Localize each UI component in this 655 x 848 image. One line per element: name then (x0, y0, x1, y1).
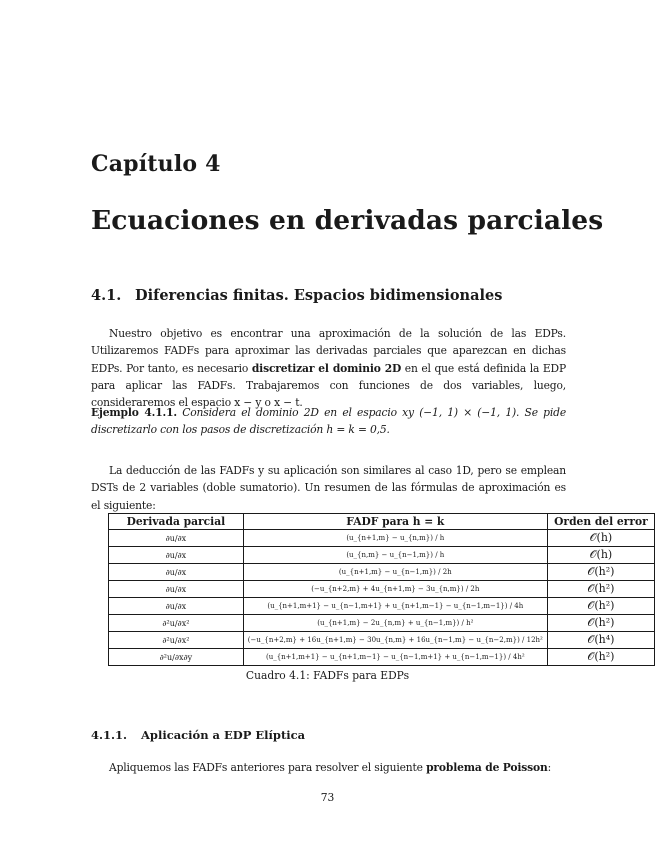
page-number: 73 (320, 791, 335, 804)
summary-paragraph: La deducción de las FADFs y su aplicación son similares al caso 1D, pero se emplean DSTs de 2 variables (doble sumatorio). Un resumen de las fórmulas de aproximación es el siguiente: (91, 464, 566, 512)
order-cell: 𝒪(h²) (547, 649, 654, 666)
example-block (91, 404, 566, 439)
header-derivative: Derivada parcial (109, 514, 244, 530)
intro-text-a: Nuestro objetivo es encontrar una aproximación de la solución de las EDPs. Utilizaremos FADFs para aproximar las derivadas parciales que aparezcan en dichas EDPs. Por tanto, es necesario (91, 327, 566, 375)
derivative-cell: ∂²u/∂x² (109, 615, 244, 632)
order-cell: 𝒪(h) (547, 530, 654, 547)
formula-cell: (u_{n+1,m} − u_{n,m}) / h (243, 530, 547, 547)
table-row (109, 598, 655, 615)
order-cell: 𝒪(h⁴) (547, 632, 654, 649)
order-cell: 𝒪(h²) (547, 581, 654, 598)
poisson-text-a: Apliquemos las FADFs anteriores para resolver el siguiente (109, 761, 427, 774)
formula-cell: (u_{n,m} − u_{n−1,m}) / h (243, 547, 547, 564)
intro-bold: discretizar el dominio 2D (251, 361, 402, 375)
section-number: 4.1. (91, 287, 122, 304)
subsection-heading (91, 728, 305, 742)
derivative-cell: ∂u/∂x (109, 581, 244, 598)
derivative-cell: ∂²u/∂x² (109, 632, 244, 649)
fadf-table (108, 513, 655, 666)
formula-cell: (−u_{n+2,m} + 16u_{n+1,m} − 30u_{n,m} + 16u_{n−1,m} − u_{n−2,m}) / 12h² (243, 632, 547, 649)
subsection-number: 4.1.1. (91, 728, 128, 742)
formula-cell: (u_{n+1,m} − 2u_{n,m} + u_{n−1,m}) / h² (243, 615, 547, 632)
order-cell: 𝒪(h²) (547, 598, 654, 615)
section-title: Diferencias finitas. Espacios bidimensionales (135, 287, 503, 304)
derivative-cell: ∂u/∂x (109, 547, 244, 564)
chapter-heading: Capítulo 4 (91, 151, 221, 177)
table-row (109, 632, 655, 649)
table-row (109, 581, 655, 598)
example-label: Ejemplo 4.1.1. (91, 406, 177, 419)
derivative-cell: ∂u/∂x (109, 564, 244, 581)
poisson-paragraph (91, 759, 566, 776)
order-cell: 𝒪(h²) (547, 615, 654, 632)
intro-paragraph (91, 325, 566, 411)
poisson-bold: problema de Poisson (426, 761, 548, 774)
section-heading (91, 287, 502, 304)
table-row (109, 649, 655, 666)
table-row (109, 547, 655, 564)
order-cell: 𝒪(h) (547, 547, 654, 564)
derivative-cell: ∂²u/∂x∂y (109, 649, 244, 666)
table-caption: Cuadro 4.1: FADFs para EDPs (245, 669, 410, 682)
header-order: Orden del error (547, 514, 654, 530)
derivative-cell: ∂u/∂x (109, 598, 244, 615)
poisson-text-b: : (547, 761, 552, 774)
formula-cell: (−u_{n+2,m} + 4u_{n+1,m} − 3u_{n,m}) / 2h (243, 581, 547, 598)
table-row (109, 615, 655, 632)
formula-cell: (u_{n+1,m+1} − u_{n+1,m−1} − u_{n−1,m+1} + u_{n−1,m−1}) / 4h² (243, 649, 547, 666)
intro-text-b: en el que está definida la EDP para aplicar las FADFs. Trabajaremos con funciones de dos variables, luego, consideraremos el espacio x − y o x − t. (91, 361, 567, 410)
subsection-title: Aplicación a EDP Elíptica (141, 728, 306, 742)
header-fadf: FADF para h = k (243, 514, 547, 530)
example-text: Considera el dominio 2D en el espacio xy (−1, 1) × (−1, 1). Se pide discretizarlo con los pasos de discretización h = k = 0,5. (91, 406, 566, 437)
order-cell: 𝒪(h²) (547, 564, 654, 581)
table-row (109, 564, 655, 581)
formula-cell: (u_{n+1,m} − u_{n−1,m}) / 2h (243, 564, 547, 581)
table-row (109, 530, 655, 547)
chapter-title: Ecuaciones en derivadas parciales (91, 205, 604, 236)
derivative-cell: ∂u/∂x (109, 530, 244, 547)
formula-cell: (u_{n+1,m+1} − u_{n−1,m+1} + u_{n+1,m−1} − u_{n−1,m−1}) / 4h (243, 598, 547, 615)
